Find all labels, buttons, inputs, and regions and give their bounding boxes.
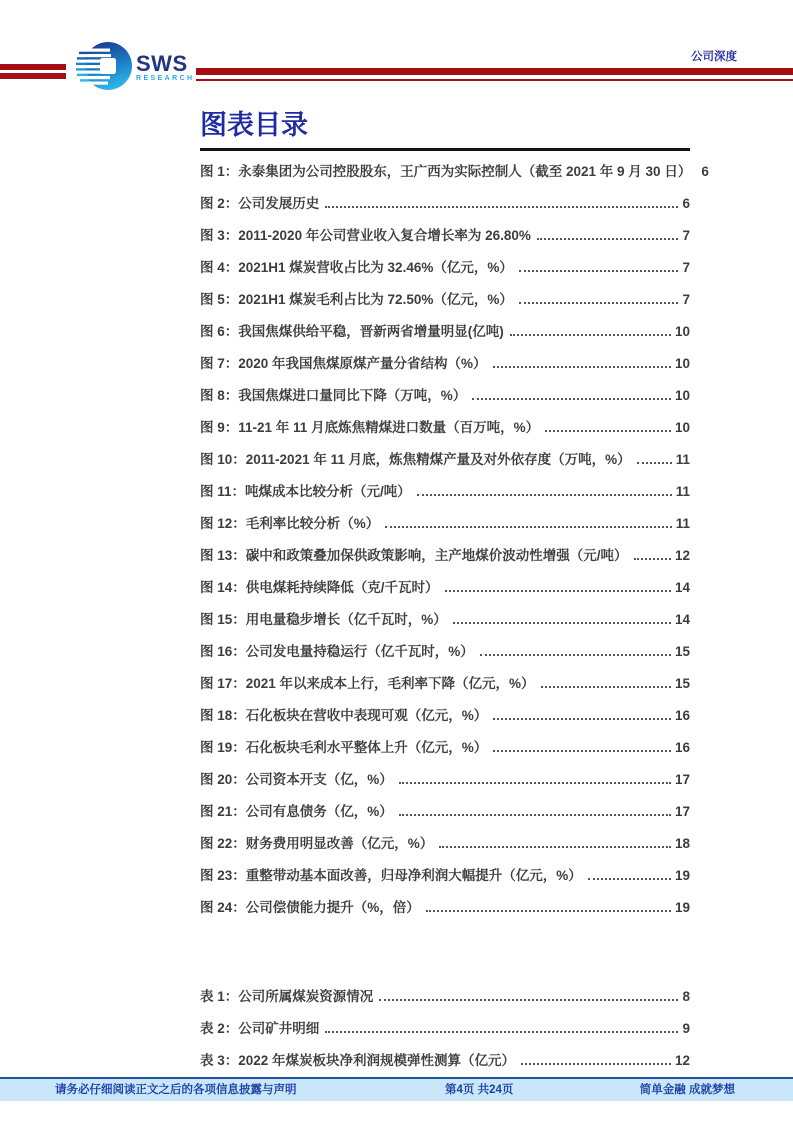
- table-list: [200, 981, 690, 1077]
- toc-leader-dots: [588, 878, 671, 880]
- toc-entry-figure[interactable]: [200, 188, 690, 220]
- toc-page-number: 7: [682, 292, 690, 307]
- toc-entry-figure[interactable]: [200, 796, 690, 828]
- toc-entry-label: 图 11：吨煤成本比较分析（元/吨）: [200, 484, 411, 499]
- page-footer: [0, 1077, 793, 1101]
- toc-leader-dots: [445, 590, 671, 592]
- toc-entry-figure[interactable]: [200, 508, 690, 540]
- toc-entry-label: 图 8：我国焦煤进口量同比下降（万吨，%）: [200, 388, 467, 403]
- toc-entry-figure[interactable]: [200, 892, 690, 924]
- toc-page-number: 9: [682, 1021, 690, 1036]
- figure-list: [200, 156, 709, 924]
- toc-page-number: 14: [674, 580, 690, 595]
- section-gap: [200, 924, 690, 976]
- toc-leader-dots: [426, 910, 671, 912]
- toc-page-number: 12: [674, 548, 690, 563]
- toc-entry-table[interactable]: [200, 981, 690, 1013]
- toc-page-number: 12: [674, 1053, 690, 1068]
- toc-page-number: 16: [674, 708, 690, 723]
- toc-entry-label: 图 23：重整带动基本面改善，归母净利润大幅提升（亿元，%）: [200, 868, 582, 883]
- toc-page-number: 6: [682, 196, 690, 211]
- toc-page-number: 10: [674, 420, 690, 435]
- toc-entry-figure[interactable]: [200, 380, 690, 412]
- toc-entry-figure[interactable]: [200, 700, 690, 732]
- toc-leader-dots: [493, 750, 671, 752]
- toc-leader-dots: [493, 366, 671, 368]
- toc-entry-label: 图 1：永泰集团为公司控股股东，王广西为实际控制人（截至 2021 年 9 月 30 日）: [200, 164, 692, 179]
- page-title: 图表目录: [200, 110, 308, 140]
- toc-page-number: 10: [674, 388, 690, 403]
- toc-leader-dots: [537, 238, 679, 240]
- toc-entry-label: 表 1：公司所属煤炭资源情况: [200, 989, 374, 1004]
- toc-leader-dots: [399, 814, 671, 816]
- toc-entry-label: 图 2：公司发展历史: [200, 196, 320, 211]
- toc-entry-label: 图 9：11-21 年 11 月底炼焦精煤进口数量（百万吨，%）: [200, 420, 540, 435]
- toc-page-number: 8: [682, 989, 690, 1004]
- toc-entry-table[interactable]: [200, 1045, 690, 1077]
- toc-leader-dots: [634, 558, 671, 560]
- logo-research-label: RESEARCH: [136, 75, 195, 82]
- toc-leader-dots: [453, 622, 671, 624]
- toc-entry-figure[interactable]: [200, 444, 690, 476]
- toc-entry-figure[interactable]: [200, 636, 690, 668]
- toc-leader-dots: [519, 270, 679, 272]
- toc-leader-dots: [325, 1031, 678, 1033]
- toc-page-number: 15: [674, 676, 690, 691]
- toc-page-number: 18: [674, 836, 690, 851]
- report-type-label: 公司深度: [691, 51, 737, 63]
- toc-page-number: 17: [674, 804, 690, 819]
- toc-page-number: 16: [674, 740, 690, 755]
- toc-page-number: 14: [674, 612, 690, 627]
- toc-entry-figure[interactable]: [200, 764, 690, 796]
- toc-page-number: 17: [674, 772, 690, 787]
- toc-page-number: 10: [674, 356, 690, 371]
- toc-entry-label: 图 24：公司偿债能力提升（%，倍）: [200, 900, 420, 915]
- toc-leader-dots: [472, 398, 671, 400]
- toc-entry-figure[interactable]: [200, 828, 690, 860]
- toc-entry-label: 图 7：2020 年我国焦煤原煤产量分省结构（%）: [200, 356, 487, 371]
- toc-entry-label: 图 15：用电量稳步增长（亿千瓦时，%）: [200, 612, 447, 627]
- toc-entry-table[interactable]: [200, 1013, 690, 1045]
- sws-globe-icon: [75, 40, 133, 97]
- header-rule-thick: [196, 68, 793, 75]
- toc-page-number: 11: [675, 516, 690, 531]
- toc-page-number: 15: [674, 644, 690, 659]
- toc-entry-figure[interactable]: [200, 220, 690, 252]
- toc-leader-dots: [521, 1063, 671, 1065]
- toc-entry-label: 图 3：2011-2020 年公司营业收入复合增长率为 26.80%: [200, 228, 531, 243]
- toc-leader-dots: [510, 334, 671, 336]
- toc-entry-label: 图 19：石化板块毛利水平整体上升（亿元，%）: [200, 740, 488, 755]
- toc-entry-label: 图 4：2021H1 煤炭营收占比为 32.46%（亿元，%）: [200, 260, 513, 275]
- toc-entry-label: 表 3：2022 年煤炭板块净利润规模弹性测算（亿元）: [200, 1053, 516, 1068]
- title-rule: [200, 148, 690, 151]
- toc-entry-label: 图 10：2011-2021 年 11 月底，炼焦精煤产量及对外依存度（万吨，%）: [200, 452, 631, 467]
- toc-entry-label: 图 13：碳中和政策叠加保供政策影响，主产地煤价波动性增强（元/吨）: [200, 548, 628, 563]
- toc-entry-figure[interactable]: [200, 412, 690, 444]
- toc-leader-dots: [480, 654, 671, 656]
- toc-entry-label: 图 17：2021 年以来成本上行，毛利率下降（亿元，%）: [200, 676, 535, 691]
- toc-leader-dots: [439, 846, 671, 848]
- toc-entry-label: 图 6：我国焦煤供给平稳，晋新两省增量明显(亿吨): [200, 324, 504, 339]
- toc-entry-figure[interactable]: [200, 668, 690, 700]
- logo-sws-label: SWS: [136, 51, 188, 76]
- toc-entry-figure[interactable]: [200, 540, 690, 572]
- toc-entry-label: 图 18：石化板块在营收中表现可观（亿元，%）: [200, 708, 488, 723]
- header-rule-thin: [196, 79, 793, 81]
- toc-leader-dots: [417, 494, 672, 496]
- toc-page-number: 7: [682, 260, 690, 275]
- toc-page-number: 7: [682, 228, 690, 243]
- toc-leader-dots: [325, 206, 678, 208]
- toc-page-number: 19: [674, 900, 690, 915]
- sws-logo-text: [136, 51, 195, 83]
- toc-page-number: 19: [674, 868, 690, 883]
- toc-entry-figure[interactable]: [200, 252, 690, 284]
- toc-entry-label: 图 5：2021H1 煤炭毛利占比为 72.50%（亿元，%）: [200, 292, 513, 307]
- toc-entry-label: 图 20：公司资本开支（亿，%）: [200, 772, 393, 787]
- toc-page-number: 11: [675, 452, 690, 467]
- toc-entry-figure[interactable]: [200, 604, 690, 636]
- sws-logo: [75, 40, 194, 97]
- toc-page-number: 10: [674, 324, 690, 339]
- toc-page-number: 11: [675, 484, 690, 499]
- toc-leader-dots: [385, 526, 671, 528]
- toc-entry-figure[interactable]: [200, 348, 690, 380]
- toc-entry-label: 图 14：供电煤耗持续降低（克/千瓦时）: [200, 580, 439, 595]
- toc-entry-figure[interactable]: [200, 316, 690, 348]
- toc-leader-dots: [493, 718, 671, 720]
- toc-leader-dots: [541, 686, 671, 688]
- footer-slogan: 简单金融 成就梦想: [639, 1084, 735, 1096]
- toc-entry-figure[interactable]: [200, 860, 690, 892]
- header-accent-bar: [0, 73, 66, 79]
- toc-entry-figure[interactable]: [200, 476, 690, 508]
- toc-entry-figure[interactable]: [200, 732, 690, 764]
- toc-entry-label: 图 21：公司有息债务（亿，%）: [200, 804, 393, 819]
- footer-page-number: 第4页 共24页: [445, 1084, 514, 1096]
- toc-leader-dots: [637, 462, 672, 464]
- toc-leader-dots: [379, 999, 678, 1001]
- toc-entry-figure[interactable]: [200, 572, 690, 604]
- toc-leader-dots: [519, 302, 679, 304]
- toc-section: [200, 104, 709, 1077]
- toc-entry-label: 图 16：公司发电量持稳运行（亿千瓦时，%）: [200, 644, 474, 659]
- toc-leader-dots: [399, 782, 671, 784]
- header-accent-left: [0, 64, 66, 82]
- footer-disclaimer: 请务必仔细阅读正文之后的各项信息披露与声明: [55, 1084, 297, 1096]
- toc-entry-label: 图 22：财务费用明显改善（亿元，%）: [200, 836, 434, 851]
- toc-leader-dots: [545, 430, 671, 432]
- toc-page-number: 6: [701, 164, 709, 179]
- toc-entry-figure[interactable]: [200, 284, 690, 316]
- toc-entry-label: 表 2：公司矿井明细: [200, 1021, 320, 1036]
- toc-entry-label: 图 12：毛利率比较分析（%）: [200, 516, 380, 531]
- toc-entry-figure[interactable]: [200, 156, 709, 188]
- header-accent-bar: [0, 64, 66, 70]
